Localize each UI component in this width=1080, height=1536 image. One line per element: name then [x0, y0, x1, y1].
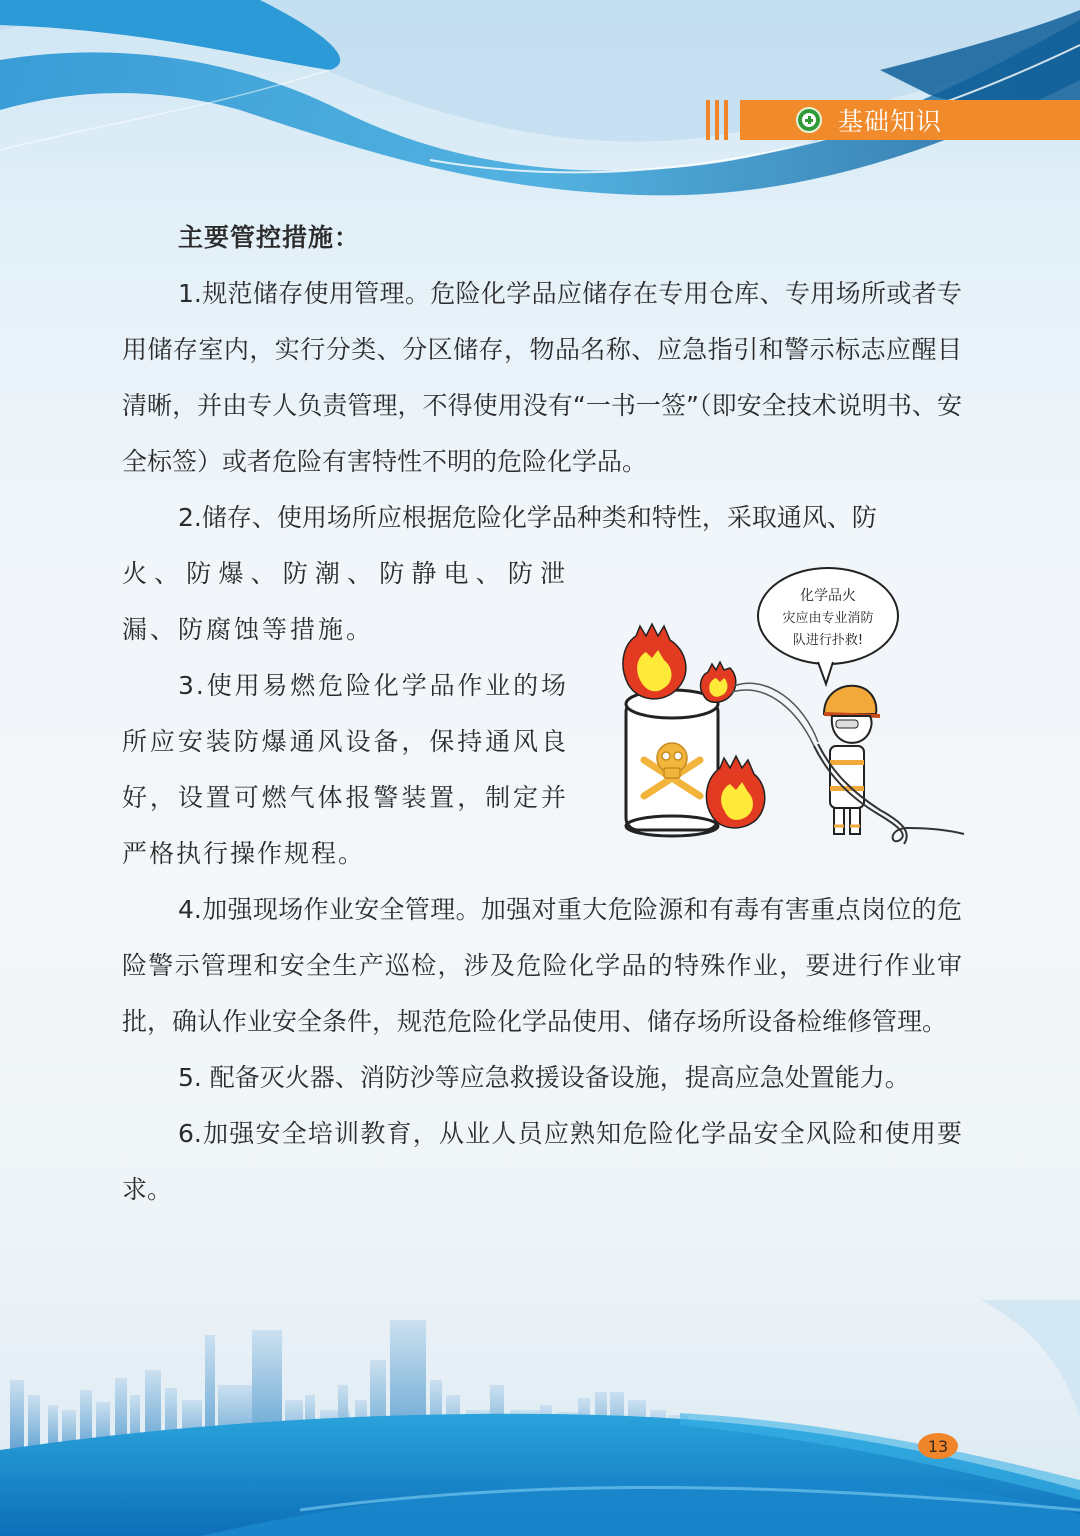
firefighter-figure-icon: [824, 686, 880, 834]
safety-emblem-icon: [796, 107, 822, 133]
section-title: 基础知识: [838, 107, 943, 136]
section-header-bar: [740, 100, 1080, 140]
paragraph-2-narrow: 火、防爆、防潮、防静电、防泄漏、防腐蚀等措施。: [122, 559, 568, 644]
page-number-badge: 13: [918, 1433, 958, 1459]
paragraph-1: 1.规范储存使用管理。危险化学品应储存在专用仓库、专用场所或者专用储存室内，实行分类、分区储存，物品名称、应急指引和警示标志应醒目清晰，并由专人负责管理，不得使用没有“一书一签”（即安全技术说明书、安全标签）或者危险有害特性不明的危险化学品。: [122, 279, 962, 476]
header-stripes-decoration: [706, 100, 736, 140]
article-body: [122, 210, 962, 1218]
chemical-drum-icon: [626, 690, 718, 836]
paragraph-6: 6.加强安全培训教育，从业人员应熟知危险化学品安全风险和使用要求。: [122, 1119, 962, 1204]
paragraph-5: 5. 配备灭火器、消防沙等应急救援设备设施，提高应急处置能力。: [178, 1063, 910, 1092]
section-heading: 主要管控措施：: [178, 223, 361, 252]
svg-text:队进行扑救!: 队进行扑救!: [792, 633, 864, 648]
svg-text:化学品火: 化学品火: [800, 588, 856, 604]
firefighter-illustration: [608, 564, 968, 846]
paragraph-2-wide: 2.储存、使用场所应根据危险化学品种类和特性，采取通风、防: [178, 503, 877, 532]
section-header-tab: [706, 100, 1080, 140]
paragraph-3: 3.使用易燃危险化学品作业的场所应安装防爆通风设备，保持通风良好，设置可燃气体报警装置，制定并严格执行操作规程。: [122, 671, 568, 868]
paragraph-4: 4.加强现场作业安全管理。加强对重大危险源和有毒有害重点岗位的危险警示管理和安全生产巡检，涉及危险化学品的特殊作业，要进行作业审批，确认作业安全条件，规范危险化学品使用、储存场所设备检维修管理。: [122, 895, 962, 1036]
svg-text:灾应由专业消防: 灾应由专业消防: [782, 611, 874, 626]
